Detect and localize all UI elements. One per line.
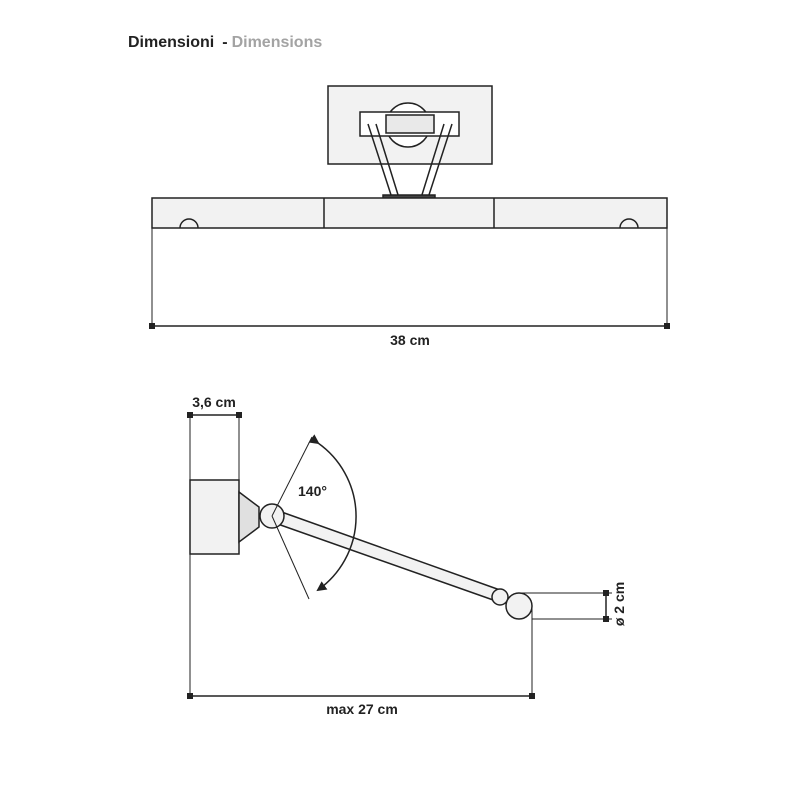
diameter-dimension bbox=[519, 590, 612, 622]
lamp-shade bbox=[152, 198, 667, 228]
side-arm bbox=[272, 510, 500, 601]
diameter-label: ø 2 cm bbox=[611, 581, 627, 627]
reach-tick-right bbox=[529, 693, 535, 699]
depth-tick-left bbox=[187, 412, 193, 418]
angle-arc bbox=[318, 443, 356, 590]
side-wall-plate bbox=[190, 480, 239, 554]
cone-mount bbox=[239, 492, 259, 542]
dim-tick-right bbox=[664, 323, 670, 329]
reach-label: max 27 cm bbox=[326, 701, 398, 717]
head-ball bbox=[506, 593, 532, 619]
bracket-inner bbox=[386, 115, 434, 133]
reach-dimension bbox=[187, 554, 535, 699]
depth-tick-right bbox=[236, 412, 242, 418]
angle-label: 140° bbox=[298, 483, 327, 499]
diam-tick-bottom bbox=[603, 616, 609, 622]
dim-tick-left bbox=[149, 323, 155, 329]
reach-tick-left bbox=[187, 693, 193, 699]
front-view bbox=[152, 86, 667, 228]
end-joint-small bbox=[492, 589, 508, 605]
depth-dimension bbox=[187, 412, 242, 480]
title-italian: Dimensioni bbox=[128, 34, 215, 51]
angle-ray-upper bbox=[272, 437, 312, 516]
front-dimension bbox=[149, 228, 670, 329]
title-separator: - bbox=[222, 34, 228, 51]
side-view bbox=[190, 480, 532, 619]
width-label: 38 cm bbox=[390, 332, 430, 348]
depth-label: 3,6 cm bbox=[192, 394, 236, 410]
title-english: Dimensions bbox=[231, 34, 323, 51]
diam-tick-top bbox=[603, 590, 609, 596]
